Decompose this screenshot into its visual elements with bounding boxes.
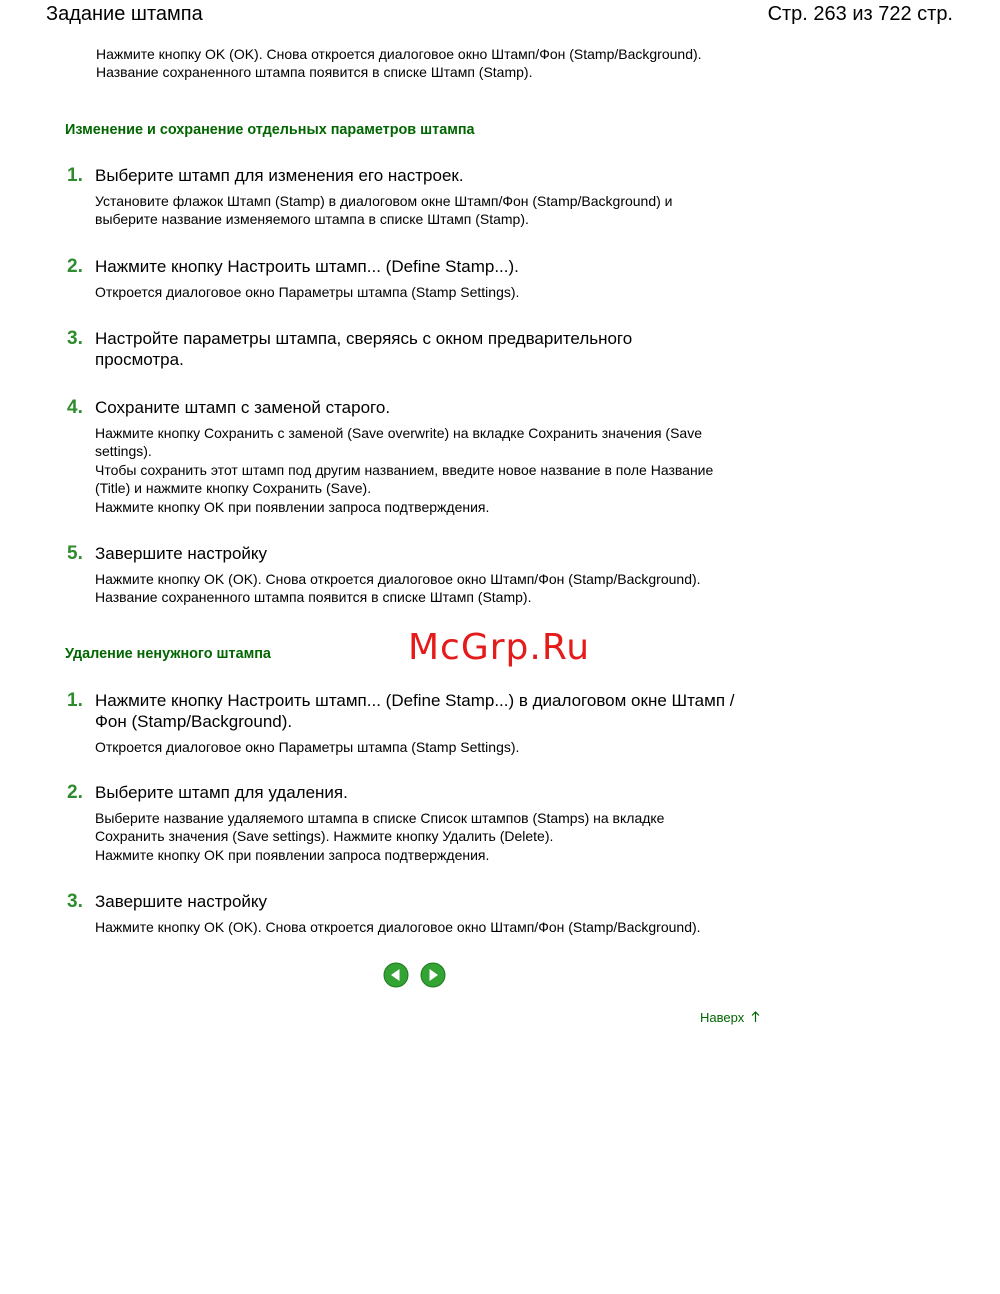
step-number: 5.	[67, 543, 83, 564]
step-title: Настройте параметры штампа, сверяясь с окном предварительного просмотра.	[95, 329, 633, 369]
step-item	[67, 690, 767, 756]
step-body	[95, 192, 767, 229]
step-body-line: Откроется диалоговое окно Параметры штампа (Stamp Settings).	[95, 739, 520, 755]
step-body	[95, 570, 767, 607]
intro-line: Название сохраненного штампа появится в списке Штамп (Stamp).	[96, 64, 533, 81]
section-title-edit-save: Изменение и сохранение отдельных параметров штампа	[65, 122, 475, 138]
step-body-line: Нажмите кнопку OK (OK). Снова откроется диалоговое окно Штамп/Фон (Stamp/Background).	[95, 571, 701, 587]
step-body-line: Нажмите кнопку OK при появлении запроса подтверждения.	[95, 846, 490, 863]
step-number: 1.	[67, 165, 83, 186]
step-body-line: Выберите название удаляемого штампа в списке Список штампов (Stamps) на вкладке	[95, 810, 665, 826]
step-body-line: Сохранить значения (Save settings). Нажмите кнопку Удалить (Delete).	[95, 828, 554, 845]
step-body	[95, 738, 767, 756]
step-item	[67, 256, 767, 301]
step-body-line: Нажмите кнопку Сохранить с заменой (Save overwrite) на вкладке Сохранить значения (Save	[95, 425, 703, 441]
step-title: Выберите штамп для изменения его настроек.	[95, 166, 464, 185]
document-title: Задание штампа	[46, 3, 203, 25]
page-navigation	[383, 962, 447, 988]
arrow-up-icon	[751, 1011, 760, 1023]
step-body	[95, 809, 767, 864]
back-to-top-label: Наверх	[700, 1010, 745, 1025]
step-number: 3.	[67, 891, 83, 912]
step-title: Завершите настройку	[95, 544, 268, 563]
step-number: 4.	[67, 397, 83, 418]
step-number: 3.	[67, 328, 83, 349]
next-page-button[interactable]	[420, 962, 446, 988]
step-body-line: выберите название изменяемого штампа в списке Штамп (Stamp).	[95, 211, 529, 228]
step-title: Нажмите кнопку Настроить штамп... (Define Stamp...) в диалоговом окне Штамп /Фон (Stamp/Background).	[95, 691, 735, 731]
back-to-top-link[interactable]	[700, 1009, 760, 1026]
step-item	[67, 328, 767, 370]
step-body-line: Нажмите кнопку OK (OK). Снова откроется диалоговое окно Штамп/Фон (Stamp/Background).	[95, 919, 701, 935]
step-title: Выберите штамп для удаления.	[95, 783, 348, 802]
step-body	[95, 918, 767, 936]
step-item	[67, 782, 767, 864]
step-body-line: Нажмите кнопку OK при появлении запроса подтверждения.	[95, 498, 490, 515]
previous-page-button[interactable]	[383, 962, 409, 988]
step-body	[95, 283, 767, 301]
step-body-line: Откроется диалоговое окно Параметры штампа (Stamp Settings).	[95, 284, 520, 300]
step-item	[67, 397, 767, 516]
step-body-line: Название сохраненного штампа появится в списке Штамп (Stamp).	[95, 589, 532, 606]
step-body-line: settings).	[95, 443, 152, 460]
intro-line: Нажмите кнопку OK (OK). Снова откроется диалоговое окно Штамп/Фон (Stamp/Background).	[96, 46, 702, 62]
step-item	[67, 543, 767, 607]
step-title: Завершите настройку	[95, 892, 268, 911]
intro-paragraph	[96, 45, 776, 82]
page-indicator: Стр. 263 из 722 стр.	[767, 3, 953, 25]
step-body-line: (Title) и нажмите кнопку Сохранить (Save).	[95, 480, 372, 497]
section-title-delete: Удаление ненужного штампа	[65, 646, 271, 662]
step-body	[95, 424, 767, 516]
step-number: 2.	[67, 256, 83, 277]
step-number: 1.	[67, 690, 83, 711]
step-number: 2.	[67, 782, 83, 803]
step-body-line: Чтобы сохранить этот штамп под другим названием, введите новое название в поле Название	[95, 461, 714, 478]
watermark-text: McGrp.Ru	[408, 627, 591, 668]
step-body-line: Установите флажок Штамп (Stamp) в диалоговом окне Штамп/Фон (Stamp/Background) и	[95, 193, 673, 209]
step-item	[67, 891, 767, 936]
step-title: Нажмите кнопку Настроить штамп... (Define Stamp...).	[95, 257, 519, 276]
step-item	[67, 165, 767, 229]
step-title: Сохраните штамп с заменой старого.	[95, 398, 391, 417]
